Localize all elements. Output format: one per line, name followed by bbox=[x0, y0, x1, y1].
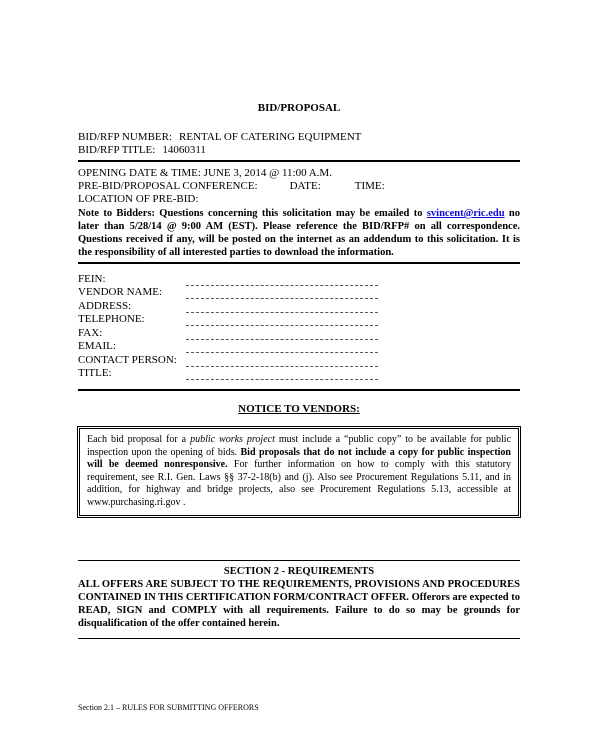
form-row-fax bbox=[78, 326, 520, 340]
divider bbox=[78, 262, 520, 264]
opening-date-line: OPENING DATE & TIME: JUNE 3, 2014 @ 11:00 A.M. bbox=[78, 167, 332, 179]
email-link[interactable]: svincent@ric.edu bbox=[426, 208, 505, 219]
contact-person-label: CONTACT PERSON: bbox=[78, 353, 177, 366]
notice-bold-text: Bid proposals that do not include a copy for public inspection will be deemed nonresponsive. bbox=[87, 446, 511, 470]
divider bbox=[78, 560, 520, 561]
form-row-contact-person bbox=[78, 353, 520, 367]
bid-number-line bbox=[78, 131, 520, 144]
form-row-fein bbox=[78, 272, 520, 286]
form-row-title bbox=[78, 367, 520, 381]
fein-label: FEIN: bbox=[78, 272, 106, 285]
note-prefix: Note to Bidders: Questions concerning this solicitation may be emailed to bbox=[78, 208, 427, 219]
email-label: EMAIL: bbox=[78, 340, 116, 352]
form-row-telephone bbox=[78, 313, 520, 327]
bid-number-value: RENTAL OF CATERING EQUIPMENT bbox=[179, 131, 362, 143]
section2-body: ALL OFFERS ARE SUBJECT TO THE REQUIREMENTS, PROVISIONS AND PROCEDURES CONTAINED IN THIS CERTIFICATION FORM/CONTRACT OFFER. Offerors are expected to READ, SIGN and COMPLY with all requirements. Failure to do so may be grounds for disqualification of the offer contained herein. bbox=[78, 579, 520, 629]
vendor-form bbox=[78, 272, 520, 380]
bid-title-line bbox=[78, 144, 520, 157]
address-fill-line bbox=[186, 303, 378, 313]
fax-fill-line bbox=[186, 330, 378, 340]
divider bbox=[78, 389, 520, 391]
prebid-location-line: LOCATION OF PRE-BID: bbox=[78, 193, 199, 205]
form-row-address bbox=[78, 299, 520, 313]
prebid-conference-line bbox=[78, 180, 520, 193]
form-row-email bbox=[78, 340, 520, 354]
form-row-vendor-name bbox=[78, 286, 520, 300]
fein-fill-line bbox=[186, 276, 378, 286]
title-fill-line bbox=[186, 370, 378, 380]
address-label: ADDRESS: bbox=[78, 299, 132, 312]
section2-heading: SECTION 2 - REQUIREMENTS bbox=[223, 566, 375, 577]
notice-text-2: must include a “public copy” to be available for public inspection upon the opening of bids. bbox=[87, 434, 512, 458]
title-label: TITLE: bbox=[78, 367, 112, 379]
vendor-name-label: VENDOR NAME: bbox=[78, 286, 163, 298]
section-2-1-label: Section 2.1 – RULES FOR SUBMITTING OFFERORS bbox=[78, 703, 259, 712]
email-fill-line bbox=[186, 343, 378, 353]
date-label: DATE: bbox=[289, 180, 321, 192]
notice-italic-text: public works project bbox=[190, 434, 275, 445]
telephone-fill-line bbox=[186, 316, 378, 326]
vendor-name-fill-line bbox=[186, 289, 378, 299]
contact-person-fill-line bbox=[186, 357, 378, 367]
bid-title-label: BID/RFP TITLE: bbox=[78, 144, 156, 156]
page-title: BID/PROPOSAL bbox=[257, 102, 341, 114]
conference-label: PRE-BID/PROPOSAL CONFERENCE: bbox=[78, 180, 258, 192]
note-suffix: no later than 5/28/14 @ 9:00 AM (EST). Please reference the BID/RFP# on all correspondence. Questions received if any, will be posted on the internet as an addendum to this solicitation. It is the responsibility of all interested parties to download the information. bbox=[78, 208, 521, 258]
divider bbox=[78, 638, 520, 639]
bid-title-value: 14060311 bbox=[162, 144, 206, 156]
notice-box bbox=[79, 428, 519, 516]
time-label: TIME: bbox=[354, 180, 385, 192]
note-to-bidders bbox=[78, 207, 520, 259]
notice-text-3: For further information on how to comply with this statutory requirement, see R.I. Gen. Laws §§ 37-2-18(b) and (j). Also see Procurement Regulations 5.11, and in addition, for highway and bridge projects, also see Procurement Regulations 5.13, accessible at www.purchasing.ri.gov . bbox=[87, 459, 511, 508]
notice-text-1: Each bid proposal for a bbox=[87, 434, 191, 445]
fax-label: FAX: bbox=[78, 326, 103, 339]
bid-number-label: BID/RFP NUMBER: bbox=[78, 131, 173, 143]
notice-to-vendors-heading: NOTICE TO VENDORS: bbox=[238, 403, 360, 415]
divider bbox=[78, 160, 520, 162]
telephone-label: TELEPHONE: bbox=[78, 313, 145, 325]
